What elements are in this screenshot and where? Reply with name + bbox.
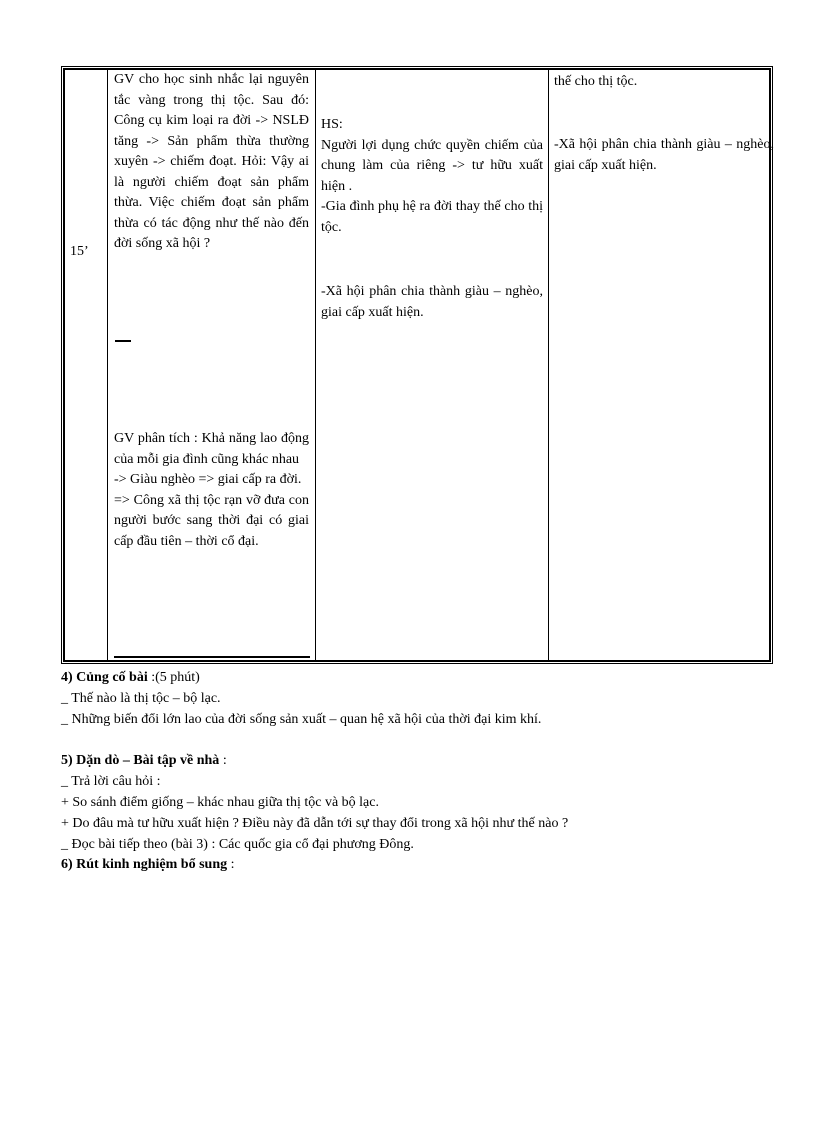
column-divider	[548, 70, 549, 660]
section6-heading: 6) Rút kinh nghiệm bổ sung :	[61, 857, 235, 873]
section5-item: _ Trả lời câu hỏi :	[61, 774, 161, 790]
teacher-analysis-text: GV phân tích : Khả năng lao động của mỗi gia đình cũng khác nhau	[114, 431, 309, 467]
content-text: thế cho thị tộc.	[554, 74, 638, 89]
dash-mark	[115, 340, 131, 342]
student-label: HS:	[321, 117, 343, 132]
student-answer: Người lợi dụng chức quyền chiếm của chung làm của riêng -> tư hữu xuất hiện .	[321, 137, 543, 194]
content-cell-top	[554, 72, 774, 93]
teacher-activity-cell	[114, 70, 309, 255]
student-conclusion: -Xã hội phân chia thành giàu – nghèo, giai cấp xuất hiện.	[321, 284, 543, 320]
section5-item: + So sánh điểm giống – khác nhau giữa thị tộc và bộ lạc.	[61, 794, 379, 810]
teacher-analysis-line: -> Giàu nghèo => giai cấp ra đời.	[114, 472, 302, 487]
content-conclusion-cell	[554, 135, 774, 176]
section4-heading: 4) Củng cố bài :(5 phút)	[61, 670, 200, 685]
lesson-notes	[61, 668, 781, 876]
student-answer: -Gia đình phụ hệ ra đời thay thế cho thị tộc.	[321, 199, 543, 235]
teacher-analysis-line: => Công xã thị tộc rạn vỡ đưa con người bước sang thời đại có giai cấp đầu tiên – thời cổ đại.	[114, 492, 309, 549]
student-conclusion-cell	[321, 282, 543, 323]
section4-item: _ Thế nào là thị tộc – bộ lạc.	[61, 690, 221, 706]
time-cell: 15’	[70, 244, 89, 259]
section5-heading: 5) Dặn dò – Bài tập về nhà :	[61, 753, 227, 769]
content-conclusion: -Xã hội phân chia thành giàu – nghèo, giai cấp xuất hiện.	[554, 137, 774, 173]
teacher-activity-text: GV cho học sinh nhắc lại nguyên tắc vàng trong thị tộc. Sau đó: Công cụ kim loại ra đời -> NSLĐ tăng -> Sản phẩm thừa thường xuyên -> chiếm đoạt. Hỏi: Vậy ai là người chiếm đoạt sản phẩm thừa. Việc chiếm đoạt sản phẩm thừa có tác động như thế nào đến đời sống xã hội ?	[114, 72, 309, 251]
section4-item: _ Những biến đổi lớn lao của đời sống sản xuất – quan hệ xã hội của thời đại kim khí.	[61, 711, 542, 727]
section5-item: + Do đâu mà tư hữu xuất hiện ? Điều này đã dẫn tới sự thay đổi trong xã hội như thế nào ?	[61, 815, 569, 831]
underline-mark	[114, 656, 310, 658]
teacher-analysis-cell	[114, 429, 309, 552]
section5-item: _ Đọc bài tiếp theo (bài 3) : Các quốc gia cổ đại phương Đông.	[61, 836, 414, 852]
column-divider	[107, 70, 108, 660]
student-activity-cell	[321, 115, 543, 238]
column-divider	[315, 70, 316, 660]
